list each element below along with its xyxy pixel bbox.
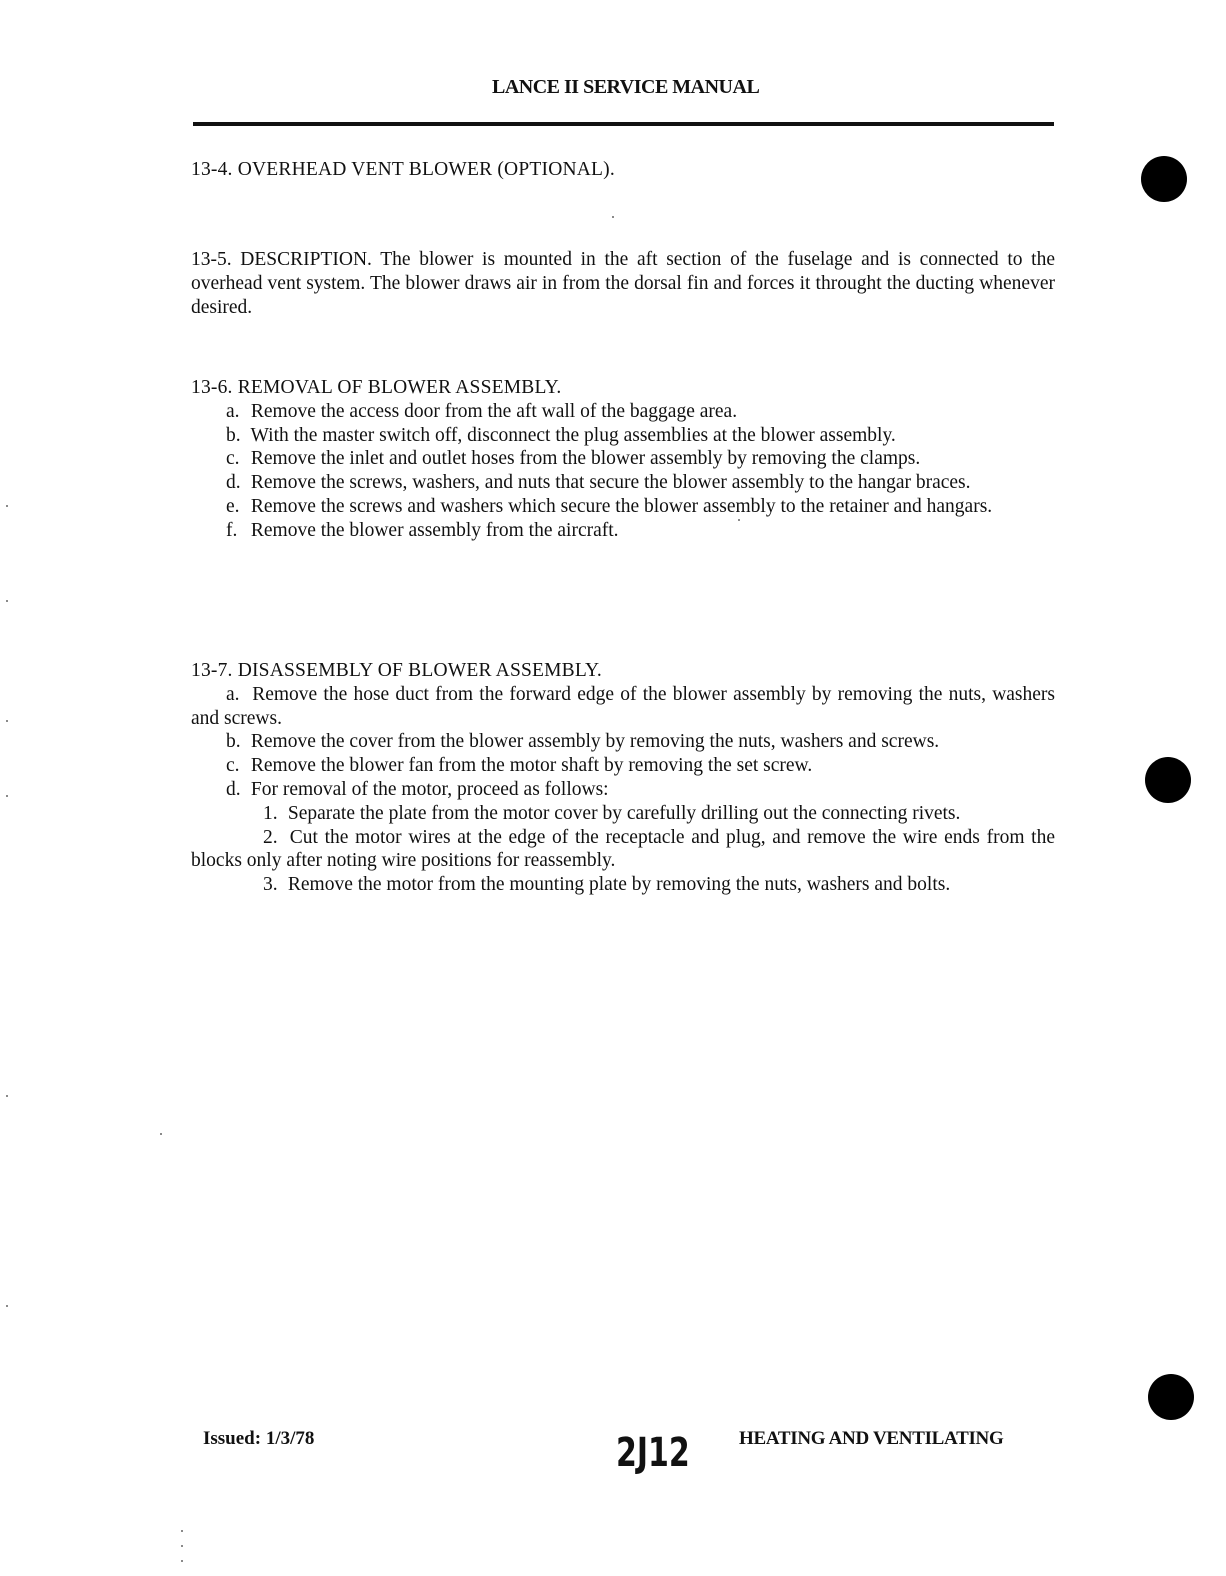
section-13-6 <box>191 376 1055 543</box>
disassembly-step <box>191 730 1055 754</box>
step-label: c. <box>226 448 240 470</box>
scan-speck <box>6 1095 8 1097</box>
step-text: Remove the blower fan from the motor shaft by removing the set screw. <box>250 755 813 777</box>
step-label: d. <box>226 472 241 494</box>
manual-title: LANCE II SERVICE MANUAL <box>492 76 760 98</box>
section-13-7 <box>191 659 1055 897</box>
step-label: a. <box>226 683 240 705</box>
substep-label: 2. <box>263 826 278 848</box>
substep-label: 3. <box>263 874 278 896</box>
section-13-4 <box>191 158 1055 182</box>
section-13-5-paragraph <box>191 248 1055 319</box>
step-text: Remove the blower assembly from the aircraft. <box>250 519 619 541</box>
header-rule <box>193 122 1054 126</box>
section-13-6-heading: 13-6. REMOVAL OF BLOWER ASSEMBLY. <box>191 377 562 398</box>
step-text: For removal of the motor, proceed as follows: <box>250 778 609 800</box>
section-13-5 <box>191 248 1055 319</box>
removal-step <box>191 424 1055 448</box>
step-text: Remove the inlet and outlet hoses from the blower assembly by removing the clamps. <box>250 448 921 470</box>
scan-speck <box>181 1530 183 1532</box>
step-label: c. <box>226 755 240 777</box>
step-label: b. <box>226 424 241 446</box>
page-code: 2J12 <box>616 1430 690 1476</box>
motor-substep <box>191 873 1055 897</box>
step-text: Remove the screws, washers, and nuts that secure the blower assembly to the hangar braces. <box>250 472 971 494</box>
disassembly-step <box>191 683 1055 731</box>
scan-speck <box>612 216 614 218</box>
step-text: Remove the screws and washers which secure the blower assembly to the retainer and hangars. <box>250 495 993 517</box>
scan-speck <box>181 1545 183 1547</box>
substep-text: Cut the motor wires at the edge of the receptacle and plug, and remove the wire ends from the blocks only after noting wire positions for reassembly. <box>191 826 1055 872</box>
substep-text: Separate the plate from the motor cover by carefully drilling out the connecting rivets. <box>287 802 961 824</box>
scan-speck <box>160 1133 162 1135</box>
step-label: a. <box>226 400 240 422</box>
scan-speck <box>6 505 8 507</box>
scan-speck <box>6 795 8 797</box>
section-13-5-heading: 13-5. DESCRIPTION. <box>191 249 372 270</box>
removal-step <box>191 471 1055 495</box>
removal-step <box>191 495 1055 519</box>
scan-speck <box>6 1305 8 1307</box>
step-text: Remove the access door from the aft wall of the baggage area. <box>250 400 738 422</box>
scan-speck <box>6 720 8 722</box>
motor-substep <box>191 802 1055 826</box>
binder-hole-top <box>1141 156 1187 202</box>
scan-speck <box>738 519 740 521</box>
section-13-4-heading: 13-4. OVERHEAD VENT BLOWER (OPTIONAL). <box>191 159 615 180</box>
step-text: With the master switch off, disconnect the plug assemblies at the blower assembly. <box>250 424 896 446</box>
step-text: Remove the cover from the blower assembly by removing the nuts, washers and screws. <box>250 731 940 753</box>
step-label: e. <box>226 495 240 517</box>
step-label: b. <box>226 731 241 753</box>
removal-step <box>191 447 1055 471</box>
step-text: Remove the hose duct from the forward edge of the blower assembly by removing the nuts, washers and screws. <box>191 683 1056 729</box>
motor-substep <box>191 826 1055 874</box>
chapter-title: HEATING AND VENTILATING <box>739 1428 1004 1449</box>
section-13-7-heading: 13-7. DISASSEMBLY OF BLOWER ASSEMBLY. <box>191 660 602 681</box>
step-label: f. <box>226 519 238 541</box>
removal-step <box>191 519 1055 543</box>
substep-text: Remove the motor from the mounting plate by removing the nuts, washers and bolts. <box>287 874 951 896</box>
disassembly-step <box>191 754 1055 778</box>
disassembly-step <box>191 778 1055 802</box>
binder-hole-middle <box>1145 757 1191 803</box>
substep-label: 1. <box>263 802 278 824</box>
issued-date: Issued: 1/3/78 <box>203 1428 315 1449</box>
binder-hole-bottom <box>1148 1374 1194 1420</box>
section-13-5-text: The blower is mounted in the aft section of the fuselage and is connected to the overhead vent system. The blower draws air in from the dorsal fin and forces it throught the ducting whenever desired. <box>191 249 1055 318</box>
scan-speck <box>181 1560 183 1562</box>
step-label: d. <box>226 778 241 800</box>
scan-speck <box>6 600 8 602</box>
removal-step <box>191 400 1055 424</box>
